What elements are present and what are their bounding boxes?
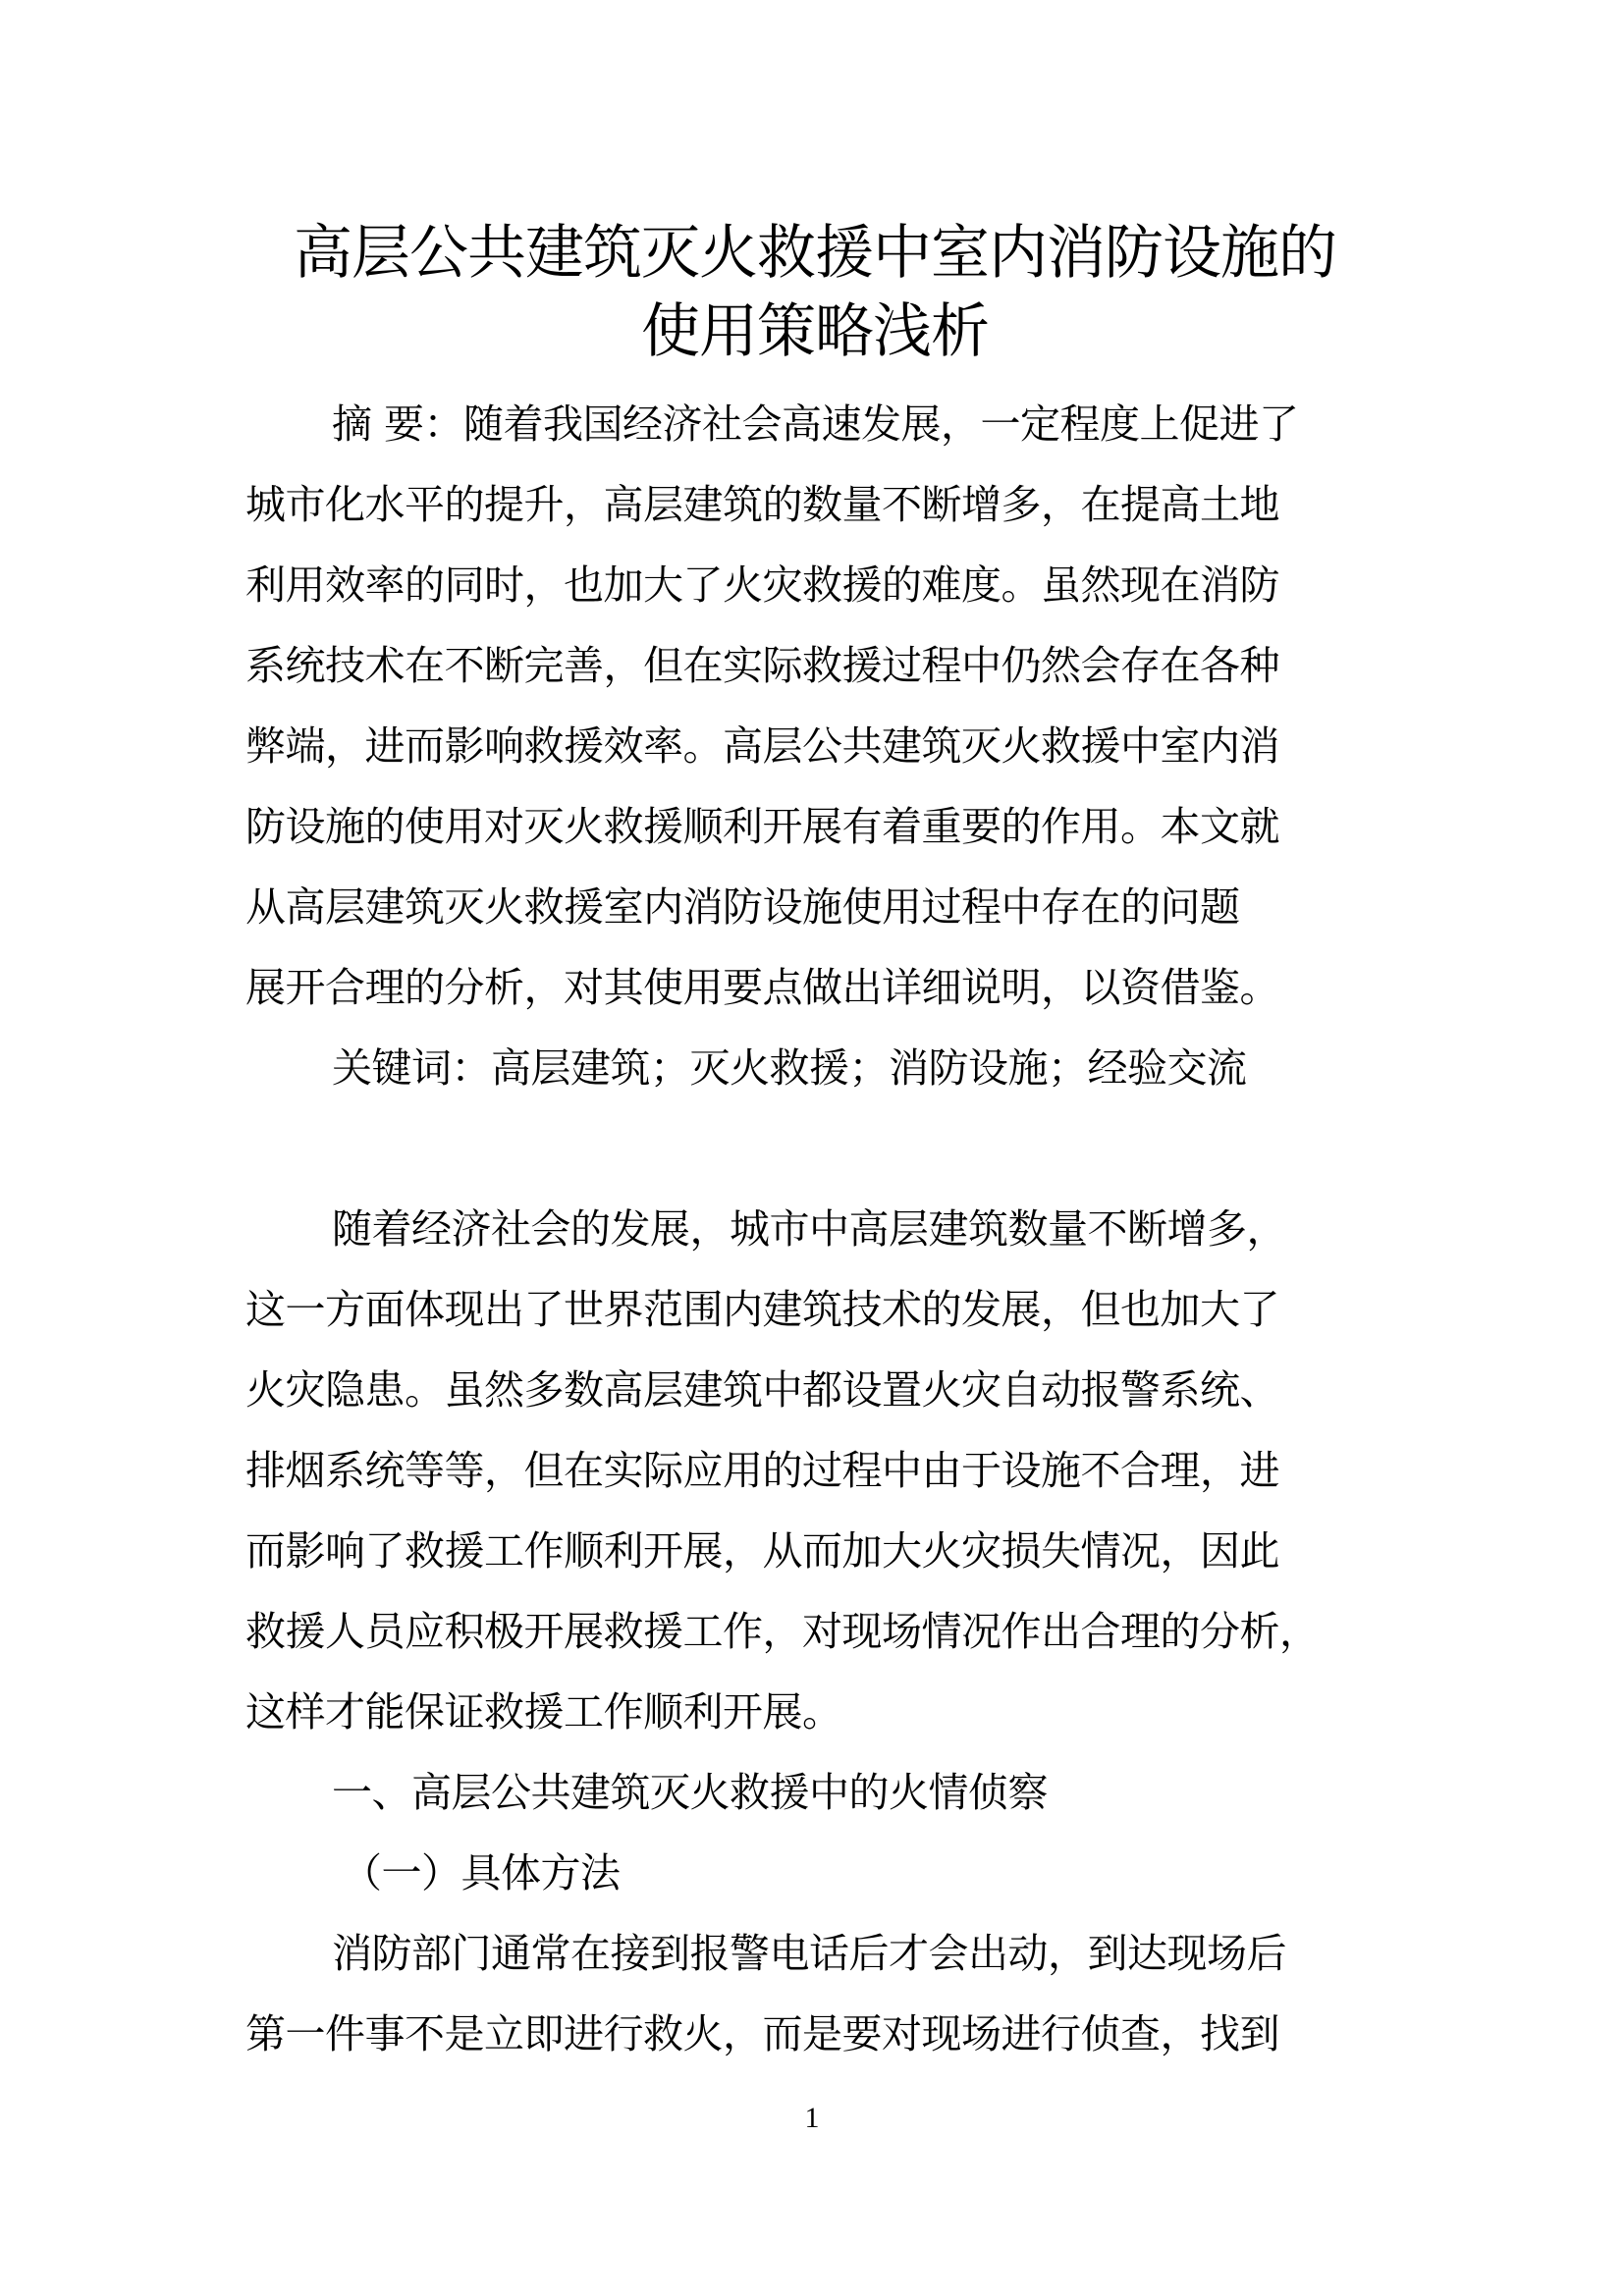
intro-line: 排烟系统等等，但在实际应用的过程中由于设施不合理，进 xyxy=(245,1447,1279,1494)
intro-line: 救援人员应积极开展救援工作，对现场情况作出合理的分析， xyxy=(245,1608,1320,1655)
section-heading: 一、高层公共建筑灭火救援中的火情侦察 xyxy=(332,1769,1048,1816)
page-number: 1 xyxy=(804,2102,820,2134)
section-line: 第一件事不是立即进行救火，而是要对现场进行侦查，找到 xyxy=(245,2010,1279,2057)
intro-line: 随着经济社会的发展，城市中高层建筑数量不断增多， xyxy=(332,1205,1286,1253)
intro-line: 这一方面体现出了世界范围内建筑技术的发展，但也加大了 xyxy=(245,1286,1279,1333)
abstract-line: 弊端，进而影响救援效率。高层公共建筑灭火救援中室内消 xyxy=(245,722,1279,770)
document-title-line-1: 高层公共建筑灭火救援中室内消防设施的 xyxy=(294,219,1336,288)
abstract-line: 防设施的使用对灭火救援顺利开展有着重要的作用。本文就 xyxy=(245,803,1279,850)
subsection-heading: （一）具体方法 xyxy=(342,1849,621,1896)
abstract-line: 系统技术在不断完善，但在实际救援过程中仍然会存在各种 xyxy=(245,642,1279,689)
document-title-line-2: 使用策略浅析 xyxy=(641,297,989,366)
keywords-line: 关键词：高层建筑；灭火救援；消防设施；经验交流 xyxy=(332,1044,1247,1092)
intro-line: 而影响了救援工作顺利开展，从而加大火灾损失情况，因此 xyxy=(245,1527,1279,1575)
abstract-line: 利用效率的同时，也加大了火灾救援的难度。虽然现在消防 xyxy=(245,561,1279,609)
section-line: 消防部门通常在接到报警电话后才会出动，到达现场后 xyxy=(332,1930,1286,1977)
intro-line: 这样才能保证救援工作顺利开展。 xyxy=(245,1688,842,1735)
abstract-line: 展开合理的分析，对其使用要点做出详细说明，以资借鉴。 xyxy=(245,964,1279,1011)
abstract-line: 摘 要：随着我国经济社会高速发展，一定程度上促进了 xyxy=(332,400,1299,448)
abstract-line: 从高层建筑灭火救援室内消防设施使用过程中存在的问题 xyxy=(245,883,1240,931)
abstract-line: 城市化水平的提升，高层建筑的数量不断增多，在提高土地 xyxy=(245,481,1279,528)
intro-line: 火灾隐患。虽然多数高层建筑中都设置火灾自动报警系统、 xyxy=(245,1366,1279,1414)
